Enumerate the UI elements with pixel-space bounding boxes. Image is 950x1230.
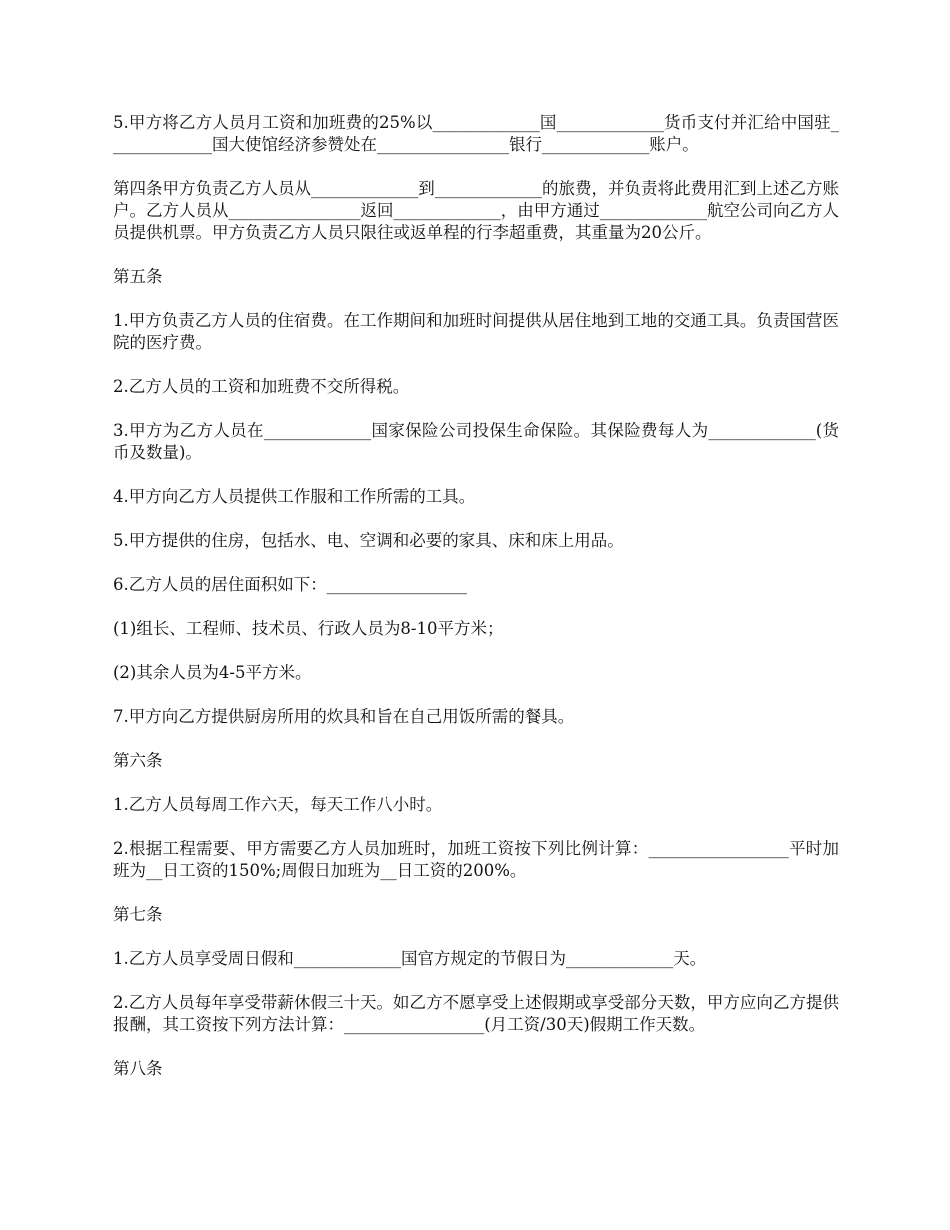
article-5-item-7: 7.甲方向乙方提供厨房所用的炊具和旨在自己用饭所需的餐具。 — [113, 707, 575, 726]
article-5-item-2: 2.乙方人员的工资和加班费不交所得税。 — [113, 377, 410, 396]
article-5-item-3: 3.甲方为乙方人员在_____________国家保险公司投保生命保险。其保险费每人为_____________(货币及数量)。 — [113, 421, 839, 462]
article-5-item-6-sub-2: (2)其余人员为4-5平方米。 — [113, 663, 312, 682]
document-body — [113, 112, 839, 1102]
article-7-item-2: 2.乙方人员每年享受带薪休假三十天。如乙方不愿享受上述假期或享受部分天数，甲方应向乙方提供报酬，其工资按下列方法计算：_________________(月工资/30天)假期工作天数。 — [113, 993, 839, 1034]
article-8-heading: 第八条 — [113, 1059, 163, 1078]
article-5-item-4: 4.甲方向乙方人员提供工作服和工作所需的工具。 — [113, 487, 476, 506]
article-5-item-6: 6.乙方人员的居住面积如下：_________________ — [113, 575, 467, 594]
article-4-travel-paragraph: 第四条甲方负责乙方人员从_____________到_____________的旅费，并负责将此费用汇到上述乙方账户。乙方人员从________________返回_____________，由甲方通过_____________航空公司向乙方人员提供机票。甲方负责乙方人员只限往或返单程的行李超重费，其重量为20公斤。 — [113, 179, 839, 242]
article-5-item-5: 5.甲方提供的住房，包括水、电、空调和必要的家具、床和床上用品。 — [113, 531, 624, 550]
article-7-item-1: 1.乙方人员享受周日假和_____________国官方规定的节假日为_____________天。 — [113, 949, 707, 968]
article-5-item-1: 1.甲方负责乙方人员的住宿费。在工作期间和加班时间提供从居住地到工地的交通工具。负责国营医院的医疗费。 — [113, 311, 839, 352]
article-7-heading: 第七条 — [113, 905, 163, 924]
article-5-heading: 第五条 — [113, 267, 163, 286]
article-6-item-2: 2.根据工程需要、甲方需要乙方人员加班时，加班工资按下列比例计算：_________________平时加班为__日工资的150%;周假日加班为__日工资的200%。 — [113, 839, 839, 880]
clause-5-payment-paragraph: 5.甲方将乙方人员月工资和加班费的25%以_____________国_____________货币支付并汇给中国驻_____________国大使馆经济参赞处在________________银行_____________账户。 — [113, 113, 839, 154]
article-6-item-1: 1.乙方人员每周工作六天，每天工作八小时。 — [113, 795, 443, 814]
article-6-heading: 第六条 — [113, 751, 163, 770]
article-5-item-6-sub-1: (1)组长、工程师、技术员、行政人员为8-10平方米； — [113, 619, 504, 638]
